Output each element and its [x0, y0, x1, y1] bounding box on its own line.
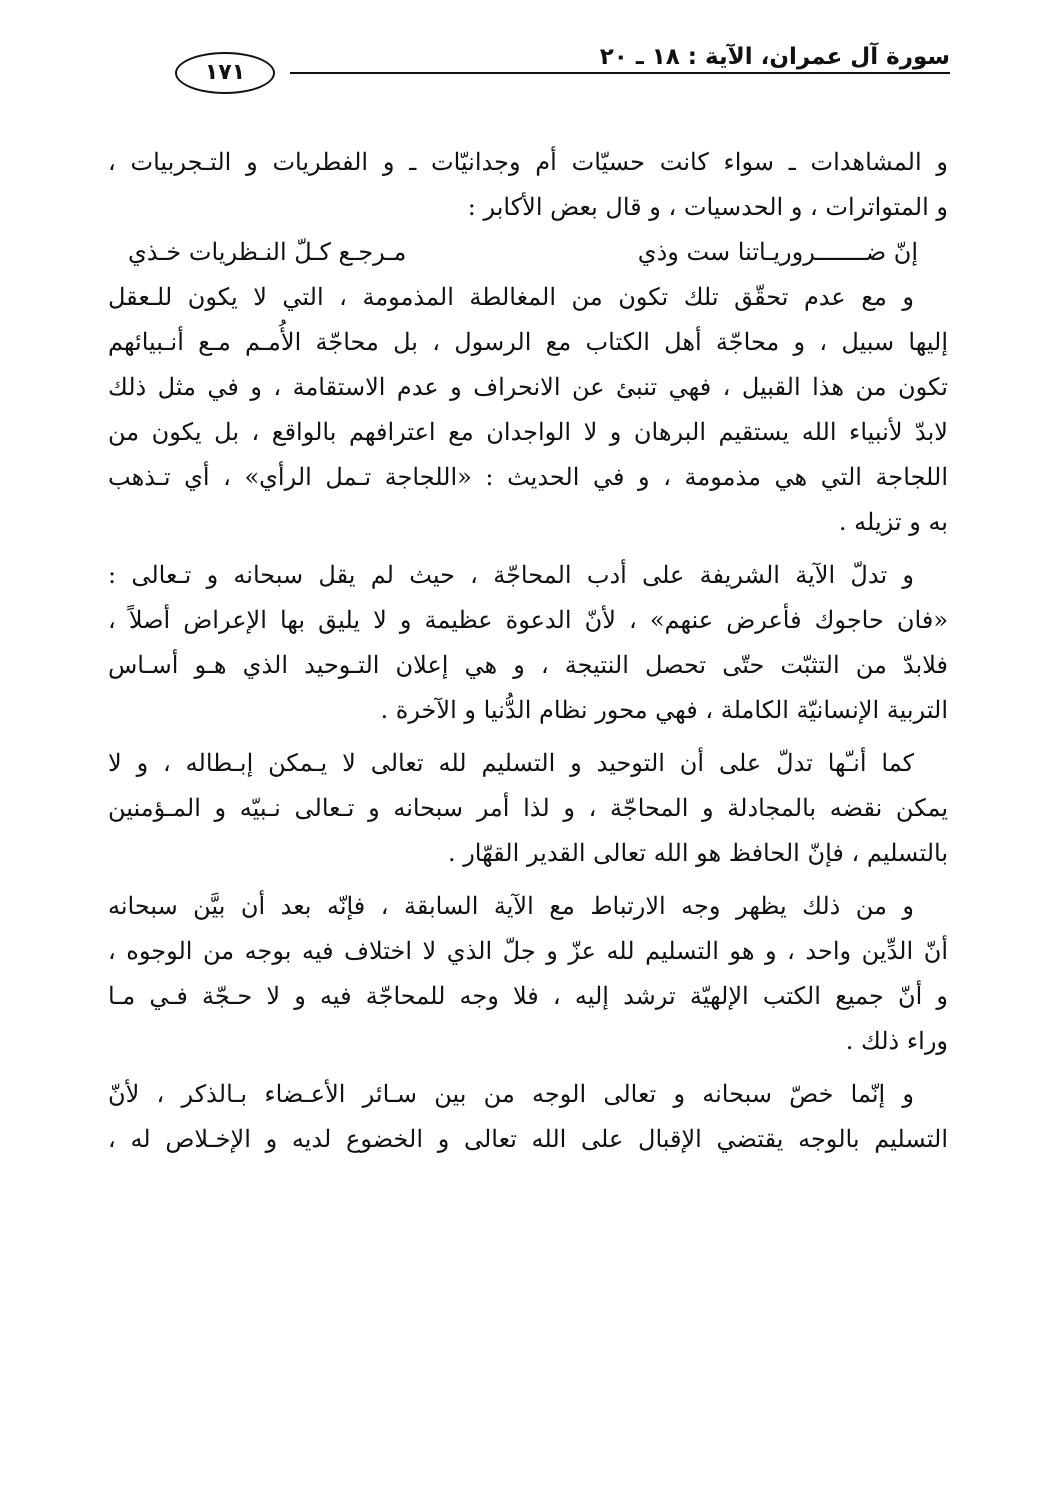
header-rule	[290, 72, 950, 74]
text-line: يمكن نقضه بالمجادلة و المحاجّة ، و لذا أمر سبحانه و تـعالى نـبيّه و المـؤمنين	[108, 794, 949, 822]
text-line: و تدلّ الآية الشريفة على أدب المحاجّة ، حيث لم يقل سبحانه و تـعالى :	[108, 561, 914, 589]
text-line: فلابدّ من التثبّت حتّى تحصل النتيجة ، و هي إعلان التـوحيد الذي هـو أسـاس	[108, 651, 948, 679]
running-title: سورة آل عمران، الآية : ١٨ ـ ٢٠	[599, 44, 950, 70]
text-line: و المتواترات ، و الحدسيات ، و قال بعض الأكابر :	[467, 193, 948, 221]
text-line: التربية الإنسانيّة الكاملة ، فهي محور نظام الدُّنيا و الآخرة .	[380, 696, 948, 724]
body-text	[108, 140, 948, 1162]
text-line: أنّ الدِّين واحد ، و هو التسليم لله عزّ و جلّ الذي لا اختلاف فيه بوجه من الوجوه ،	[108, 937, 948, 965]
text-line: و إنّما خصّ سبحانه و تعالى الوجه من بين سـائر الأعـضاء بـالذكر ، لأنّ	[108, 1080, 914, 1108]
text-line: و مع عدم تحقّق تلك تكون من المغالطة المذمومة ، التي لا يكون للـعقل	[108, 283, 914, 311]
verse-first-hemistich: إنّ ضـــــــروريـاتنا ست وذي	[637, 238, 918, 266]
text-line: بالتسليم ، فإنّ الحافظ هو الله تعالى القدير القهّار .	[447, 839, 948, 867]
text-line: تكون من هذا القبيل ، فهي تنبئ عن الانحراف و عدم الاستقامة ، و في مثل ذلك	[108, 373, 948, 401]
text-line: و أنّ جميع الكتب الإلهيّة ترشد إليه ، فلا وجه للمحاجّة فيه و لا حـجّة فـي مـا	[108, 982, 948, 1010]
text-line: التسليم بالوجه يقتضي الإقبال على الله تعالى و الخضوع لديه و الإخـلاص له ،	[108, 1125, 948, 1153]
poem-verse	[108, 230, 948, 275]
text-line: إليها سبيل ، و محاجّة أهل الكتاب مع الرسول ، بل محاجّة الأُمـم مـع أنـبيائهم	[108, 328, 948, 356]
text-line: به و تزيله .	[838, 508, 948, 536]
text-line: لابدّ لأنبياء الله يستقيم البرهان و لا الواجدان مع اعترافهم بالواقع ، بل يكون من	[108, 418, 948, 446]
text-line: كما أنـّها تدلّ على أن التوحيد و التسليم لله تعالى لا يـمكن إبـطاله ، و لا	[108, 749, 914, 777]
verse-second-hemistich: مـرجـع كـلّ النـظريات خـذي	[128, 238, 407, 266]
text-line: اللجاجة التي هي مذمومة ، و في الحديث : «اللجاجة تـمل الرأي» ، أي تـذهب	[108, 463, 948, 491]
text-line: و المشاهدات ـ سواء كانت حسيّات أم وجدانيّات ـ و الفطريات و التـجربيات ،	[108, 148, 948, 176]
text-line: وراء ذلك .	[845, 1027, 948, 1055]
page-number: ١٧١	[175, 52, 275, 94]
text-line: و من ذلك يظهر وجه الارتباط مع الآية السابقة ، فإنّه بعد أن بيَّن سبحانه	[108, 892, 914, 920]
page-header	[60, 30, 950, 90]
text-line: «فان حاجوك فأعرض عنهم» ، لأنّ الدعوة عظيمة و لا يليق بها الإعراض أصلاً ،	[108, 606, 948, 634]
